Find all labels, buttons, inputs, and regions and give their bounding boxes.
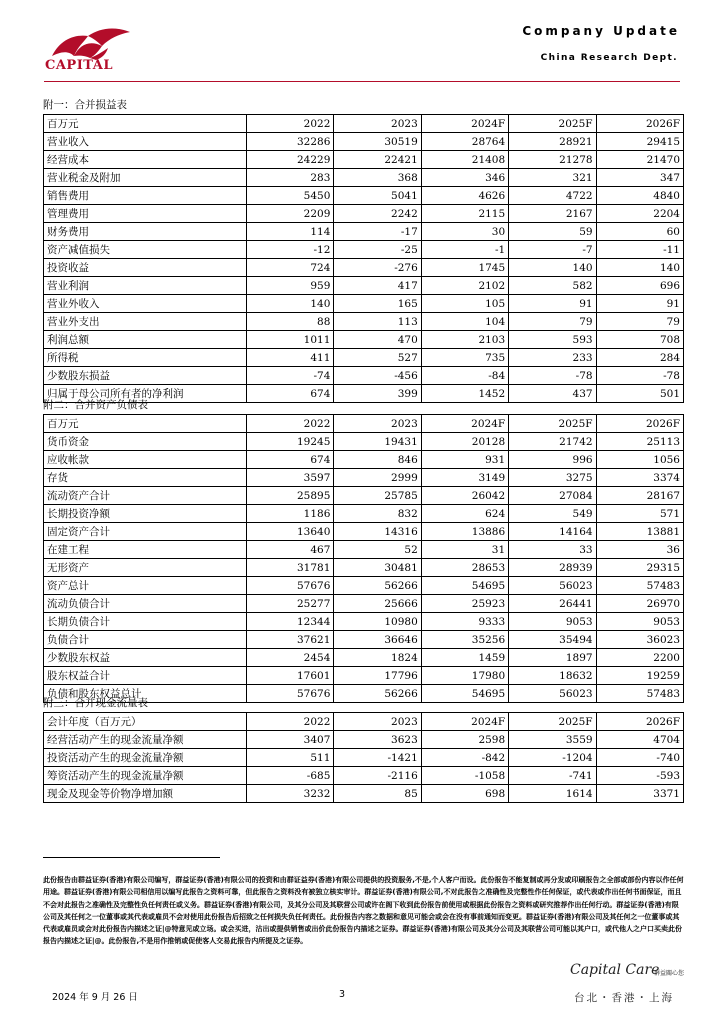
value-cell: 28939 <box>509 559 596 577</box>
value-cell: 91 <box>509 295 596 313</box>
value-cell: 698 <box>421 785 508 803</box>
value-cell: -12 <box>247 241 334 259</box>
value-cell: -1421 <box>334 749 421 767</box>
header-divider <box>44 81 680 82</box>
value-cell: 1011 <box>247 331 334 349</box>
value-cell: 3149 <box>421 469 508 487</box>
value-cell: 5041 <box>334 187 421 205</box>
value-cell: -74 <box>247 367 334 385</box>
value-cell: 35256 <box>421 631 508 649</box>
balance-sheet-title: 附二：合并资产负债表 <box>43 399 148 411</box>
value-cell: 2115 <box>421 205 508 223</box>
value-cell: 549 <box>509 505 596 523</box>
value-cell: 140 <box>509 259 596 277</box>
value-cell: -685 <box>247 767 334 785</box>
value-cell: 674 <box>247 451 334 469</box>
value-cell: 28167 <box>596 487 683 505</box>
value-cell: 321 <box>509 169 596 187</box>
table-row <box>44 667 684 685</box>
value-cell: 36 <box>596 541 683 559</box>
table-row <box>44 349 684 367</box>
row-label-cell: 经营活动产生的现金流量净额 <box>44 731 247 749</box>
table-row <box>44 649 684 667</box>
table-row <box>44 451 684 469</box>
value-cell: 2102 <box>421 277 508 295</box>
row-label-cell: 资产减值损失 <box>44 241 247 259</box>
value-cell: 56023 <box>509 685 596 703</box>
row-label-cell: 销售费用 <box>44 187 247 205</box>
value-cell: 32286 <box>247 133 334 151</box>
year-header-cell: 2022 <box>247 713 334 731</box>
value-cell: 347 <box>596 169 683 187</box>
table-row <box>44 469 684 487</box>
table-row <box>44 169 684 187</box>
value-cell: 21278 <box>509 151 596 169</box>
row-label-cell: 利润总额 <box>44 331 247 349</box>
table-row <box>44 541 684 559</box>
value-cell: 36023 <box>596 631 683 649</box>
value-cell: 60 <box>596 223 683 241</box>
value-cell: 17796 <box>334 667 421 685</box>
year-header-cell: 2026F <box>596 115 683 133</box>
year-header-cell: 2022 <box>247 415 334 433</box>
page-number: 3 <box>339 989 346 1000</box>
value-cell: 19245 <box>247 433 334 451</box>
value-cell: 2167 <box>509 205 596 223</box>
table-row <box>44 187 684 205</box>
row-label-cell: 流动资产合计 <box>44 487 247 505</box>
value-cell: 368 <box>334 169 421 187</box>
report-date: 2024 年 9 月 26 日 <box>52 992 138 1003</box>
value-cell: 2204 <box>596 205 683 223</box>
value-cell: 4626 <box>421 187 508 205</box>
value-cell: 25113 <box>596 433 683 451</box>
table-row <box>44 577 684 595</box>
value-cell: 36646 <box>334 631 421 649</box>
row-label-cell: 投资收益 <box>44 259 247 277</box>
value-cell: 10980 <box>334 613 421 631</box>
value-cell: 959 <box>247 277 334 295</box>
value-cell: 708 <box>596 331 683 349</box>
table-row <box>44 259 684 277</box>
value-cell: 1897 <box>509 649 596 667</box>
year-header-cell: 2026F <box>596 415 683 433</box>
value-cell: 14164 <box>509 523 596 541</box>
table-row <box>44 595 684 613</box>
row-label-cell: 资产总计 <box>44 577 247 595</box>
table-row <box>44 749 684 767</box>
table-row <box>44 205 684 223</box>
value-cell: -276 <box>334 259 421 277</box>
value-cell: 9333 <box>421 613 508 631</box>
table-row <box>44 523 684 541</box>
year-header-cell: 2025F <box>509 115 596 133</box>
value-cell: 25923 <box>421 595 508 613</box>
value-cell: 437 <box>509 385 596 403</box>
table-row <box>44 133 684 151</box>
income-statement-title: 附一：合并损益表 <box>43 99 127 111</box>
table-row <box>44 613 684 631</box>
row-label-cell: 管理费用 <box>44 205 247 223</box>
value-cell: 79 <box>596 313 683 331</box>
office-cities: 台北・香港・上海 <box>574 992 674 1004</box>
row-label-cell: 流动负债合计 <box>44 595 247 613</box>
value-cell: 28921 <box>509 133 596 151</box>
cash-flow-table <box>43 712 684 803</box>
unit-label-cell: 百万元 <box>44 415 247 433</box>
value-cell: 582 <box>509 277 596 295</box>
year-header-cell: 2023 <box>334 415 421 433</box>
value-cell: 79 <box>509 313 596 331</box>
value-cell: 57676 <box>247 577 334 595</box>
value-cell: 467 <box>247 541 334 559</box>
table-row <box>44 295 684 313</box>
value-cell: 21742 <box>509 433 596 451</box>
value-cell: 28764 <box>421 133 508 151</box>
row-label-cell: 投资活动产生的现金流量净额 <box>44 749 247 767</box>
value-cell: 59 <box>509 223 596 241</box>
capital-care-brand: Capital Care <box>570 962 660 978</box>
value-cell: -11 <box>596 241 683 259</box>
table-body <box>44 415 684 703</box>
table-row <box>44 331 684 349</box>
value-cell: 3597 <box>247 469 334 487</box>
value-cell: 470 <box>334 331 421 349</box>
table-row <box>44 731 684 749</box>
value-cell: 85 <box>334 785 421 803</box>
row-label-cell: 负债和股东权益总计 <box>44 685 247 703</box>
value-cell: 2598 <box>421 731 508 749</box>
value-cell: -593 <box>596 767 683 785</box>
value-cell: -7 <box>509 241 596 259</box>
row-label-cell: 在建工程 <box>44 541 247 559</box>
value-cell: 21470 <box>596 151 683 169</box>
value-cell: 165 <box>334 295 421 313</box>
value-cell: 284 <box>596 349 683 367</box>
table-body <box>44 713 684 803</box>
value-cell: 57483 <box>596 685 683 703</box>
value-cell: 2454 <box>247 649 334 667</box>
table-row <box>44 313 684 331</box>
value-cell: 735 <box>421 349 508 367</box>
value-cell: 3232 <box>247 785 334 803</box>
value-cell: 3559 <box>509 731 596 749</box>
value-cell: 1452 <box>421 385 508 403</box>
value-cell: 27084 <box>509 487 596 505</box>
value-cell: 2209 <box>247 205 334 223</box>
table-header-row <box>44 415 684 433</box>
row-label-cell: 营业外收入 <box>44 295 247 313</box>
value-cell: 931 <box>421 451 508 469</box>
value-cell: 25666 <box>334 595 421 613</box>
year-header-cell: 2024F <box>421 115 508 133</box>
value-cell: 29315 <box>596 559 683 577</box>
value-cell: -1058 <box>421 767 508 785</box>
row-label-cell: 负债合计 <box>44 631 247 649</box>
table-row <box>44 367 684 385</box>
value-cell: 37621 <box>247 631 334 649</box>
value-cell: 17601 <box>247 667 334 685</box>
value-cell: 56266 <box>334 685 421 703</box>
value-cell: -78 <box>596 367 683 385</box>
value-cell: 571 <box>596 505 683 523</box>
row-label-cell: 现金及现金等价物净增加额 <box>44 785 247 803</box>
row-label-cell: 筹资活动产生的现金流量净额 <box>44 767 247 785</box>
row-label-cell: 营业外支出 <box>44 313 247 331</box>
value-cell: 88 <box>247 313 334 331</box>
value-cell: 26441 <box>509 595 596 613</box>
income-statement-table <box>43 114 684 403</box>
table-body <box>44 115 684 403</box>
value-cell: 57676 <box>247 685 334 703</box>
value-cell: 31781 <box>247 559 334 577</box>
row-label-cell: 股东权益合计 <box>44 667 247 685</box>
table-header-row <box>44 115 684 133</box>
value-cell: 104 <box>421 313 508 331</box>
value-cell: 2103 <box>421 331 508 349</box>
value-cell: -17 <box>334 223 421 241</box>
report-type-title: Company Update <box>522 24 680 38</box>
table-row <box>44 487 684 505</box>
value-cell: 1614 <box>509 785 596 803</box>
row-label-cell: 应收帐款 <box>44 451 247 469</box>
row-label-cell: 营业税金及附加 <box>44 169 247 187</box>
value-cell: 56266 <box>334 577 421 595</box>
value-cell: 233 <box>509 349 596 367</box>
year-header-cell: 2024F <box>421 713 508 731</box>
value-cell: 417 <box>334 277 421 295</box>
value-cell: 105 <box>421 295 508 313</box>
table-row <box>44 151 684 169</box>
year-header-cell: 2022 <box>247 115 334 133</box>
value-cell: 624 <box>421 505 508 523</box>
value-cell: 411 <box>247 349 334 367</box>
row-label-cell: 所得税 <box>44 349 247 367</box>
row-label-cell: 存货 <box>44 469 247 487</box>
year-header-cell: 2026F <box>596 713 683 731</box>
value-cell: 1459 <box>421 649 508 667</box>
row-label-cell: 营业收入 <box>44 133 247 151</box>
value-cell: 57483 <box>596 577 683 595</box>
table-row <box>44 559 684 577</box>
row-label-cell: 少数股东损益 <box>44 367 247 385</box>
value-cell: 140 <box>247 295 334 313</box>
value-cell: 283 <box>247 169 334 187</box>
table-row <box>44 631 684 649</box>
value-cell: -84 <box>421 367 508 385</box>
capital-care-subtitle: 群益關心您 <box>654 970 685 977</box>
table-row <box>44 277 684 295</box>
balance-sheet-table <box>43 414 684 703</box>
value-cell: 2999 <box>334 469 421 487</box>
row-label-cell: 财务费用 <box>44 223 247 241</box>
value-cell: 31 <box>421 541 508 559</box>
value-cell: 54695 <box>421 685 508 703</box>
value-cell: 1824 <box>334 649 421 667</box>
value-cell: 114 <box>247 223 334 241</box>
value-cell: -740 <box>596 749 683 767</box>
value-cell: 501 <box>596 385 683 403</box>
value-cell: 19431 <box>334 433 421 451</box>
value-cell: 26970 <box>596 595 683 613</box>
table-header-row <box>44 713 684 731</box>
year-header-cell: 2023 <box>334 713 421 731</box>
value-cell: 3407 <box>247 731 334 749</box>
value-cell: 29415 <box>596 133 683 151</box>
value-cell: 33 <box>509 541 596 559</box>
row-label-cell: 少数股东权益 <box>44 649 247 667</box>
table-row <box>44 433 684 451</box>
year-header-cell: 2025F <box>509 713 596 731</box>
value-cell: -842 <box>421 749 508 767</box>
value-cell: 30519 <box>334 133 421 151</box>
value-cell: 20128 <box>421 433 508 451</box>
value-cell: 846 <box>334 451 421 469</box>
value-cell: 113 <box>334 313 421 331</box>
value-cell: 140 <box>596 259 683 277</box>
value-cell: 25277 <box>247 595 334 613</box>
value-cell: 996 <box>509 451 596 469</box>
row-label-cell: 经营成本 <box>44 151 247 169</box>
value-cell: 696 <box>596 277 683 295</box>
value-cell: 724 <box>247 259 334 277</box>
value-cell: 28653 <box>421 559 508 577</box>
logo-wordmark: CAPITAL <box>45 58 113 73</box>
value-cell: 13640 <box>247 523 334 541</box>
value-cell: 13881 <box>596 523 683 541</box>
disclaimer-text: 此份报告由群益证券(香港)有限公司编写，群益证券(香港)有限公司的投资和由群证益券(香港)有限公司提供的投资服务,不是,个人客户而设。此份报告不能复制或再分发或印刷报告之全部或部份内容以作任何用途。群益证券(香港)有限公司相信用以编写此报告之资料可靠，但此报告之资料没有被独立核实审计。群益证券(香港)有限公司,不对此报告之准确性及完整性作任何保证，或代表或作出任何书面保证，而且不会对此报告之准确性及完整性负任何责任或义务。群益证券(香港)有限公司，及其分公司及其联营公司或许在阁下收到此份报告前使用或根据此份报告之资料或研究推荐作出任何行动。群益证券(香港)有限公司及其任何之一位董事或其代表或雇员不会对使用此份报告后招致之任何损失负任何责任。此份报告内容之数据和意见可能会或会在没有事前通知而变更。群益证券(香港)有限公司及其任何之一位董事或其代表或雇员或会对此份报告内描述之证|@特意见或立场。或会买进，沽出或提供销售或出价此份报告内描述之证券。群益证券(香港)有限公司及其分公司及其联营公司可能以其户口，或代他人之户口买卖此份报告内描述之证|@。此份报告,不是用作推销或促使客人交易此报告内所提及之证券。 <box>43 876 684 946</box>
value-cell: 52 <box>334 541 421 559</box>
value-cell: 14316 <box>334 523 421 541</box>
value-cell: 527 <box>334 349 421 367</box>
unit-label-cell: 百万元 <box>44 115 247 133</box>
value-cell: 30481 <box>334 559 421 577</box>
row-label-cell: 货币资金 <box>44 433 247 451</box>
value-cell: 832 <box>334 505 421 523</box>
balance-sheet-section <box>43 396 684 703</box>
value-cell: 4722 <box>509 187 596 205</box>
year-header-cell: 2023 <box>334 115 421 133</box>
table-row <box>44 785 684 803</box>
year-header-cell: 2024F <box>421 415 508 433</box>
cash-flow-title: 附三：合并现金流量表 <box>43 697 148 709</box>
value-cell: -1 <box>421 241 508 259</box>
income-statement-section <box>43 96 684 403</box>
value-cell: -78 <box>509 367 596 385</box>
value-cell: 24229 <box>247 151 334 169</box>
value-cell: 593 <box>509 331 596 349</box>
value-cell: 13886 <box>421 523 508 541</box>
cash-flow-section <box>43 694 684 803</box>
row-label-cell: 营业利润 <box>44 277 247 295</box>
value-cell: -2116 <box>334 767 421 785</box>
year-header-cell: 2025F <box>509 415 596 433</box>
value-cell: -25 <box>334 241 421 259</box>
value-cell: 5450 <box>247 187 334 205</box>
value-cell: 19259 <box>596 667 683 685</box>
department-subtitle: China Research Dept. <box>540 53 678 63</box>
value-cell: 26042 <box>421 487 508 505</box>
value-cell: 25895 <box>247 487 334 505</box>
row-label-cell: 长期负债合计 <box>44 613 247 631</box>
value-cell: 3623 <box>334 731 421 749</box>
value-cell: 674 <box>247 385 334 403</box>
value-cell: 22421 <box>334 151 421 169</box>
table-row <box>44 241 684 259</box>
value-cell: 9053 <box>509 613 596 631</box>
value-cell: 2242 <box>334 205 421 223</box>
row-label-cell: 长期投资净额 <box>44 505 247 523</box>
table-row <box>44 223 684 241</box>
value-cell: 18632 <box>509 667 596 685</box>
value-cell: 346 <box>421 169 508 187</box>
row-label-cell: 固定资产合计 <box>44 523 247 541</box>
value-cell: 511 <box>247 749 334 767</box>
value-cell: 3371 <box>596 785 683 803</box>
value-cell: 1186 <box>247 505 334 523</box>
value-cell: 21408 <box>421 151 508 169</box>
value-cell: -456 <box>334 367 421 385</box>
value-cell: 4704 <box>596 731 683 749</box>
value-cell: 12344 <box>247 613 334 631</box>
row-label-cell: 归属于母公司所有者的净利润 <box>44 385 247 403</box>
value-cell: 54695 <box>421 577 508 595</box>
value-cell: -1204 <box>509 749 596 767</box>
unit-label-cell: 会计年度（百万元） <box>44 713 247 731</box>
value-cell: 91 <box>596 295 683 313</box>
value-cell: 1056 <box>596 451 683 469</box>
value-cell: 3275 <box>509 469 596 487</box>
value-cell: 9053 <box>596 613 683 631</box>
table-row <box>44 767 684 785</box>
row-label-cell: 无形资产 <box>44 559 247 577</box>
value-cell: 17980 <box>421 667 508 685</box>
value-cell: 3374 <box>596 469 683 487</box>
value-cell: 4840 <box>596 187 683 205</box>
table-row <box>44 505 684 523</box>
value-cell: 1745 <box>421 259 508 277</box>
value-cell: 30 <box>421 223 508 241</box>
value-cell: 56023 <box>509 577 596 595</box>
value-cell: 35494 <box>509 631 596 649</box>
footnote-divider <box>43 857 220 858</box>
value-cell: 2200 <box>596 649 683 667</box>
value-cell: -741 <box>509 767 596 785</box>
value-cell: 25785 <box>334 487 421 505</box>
value-cell: 399 <box>334 385 421 403</box>
